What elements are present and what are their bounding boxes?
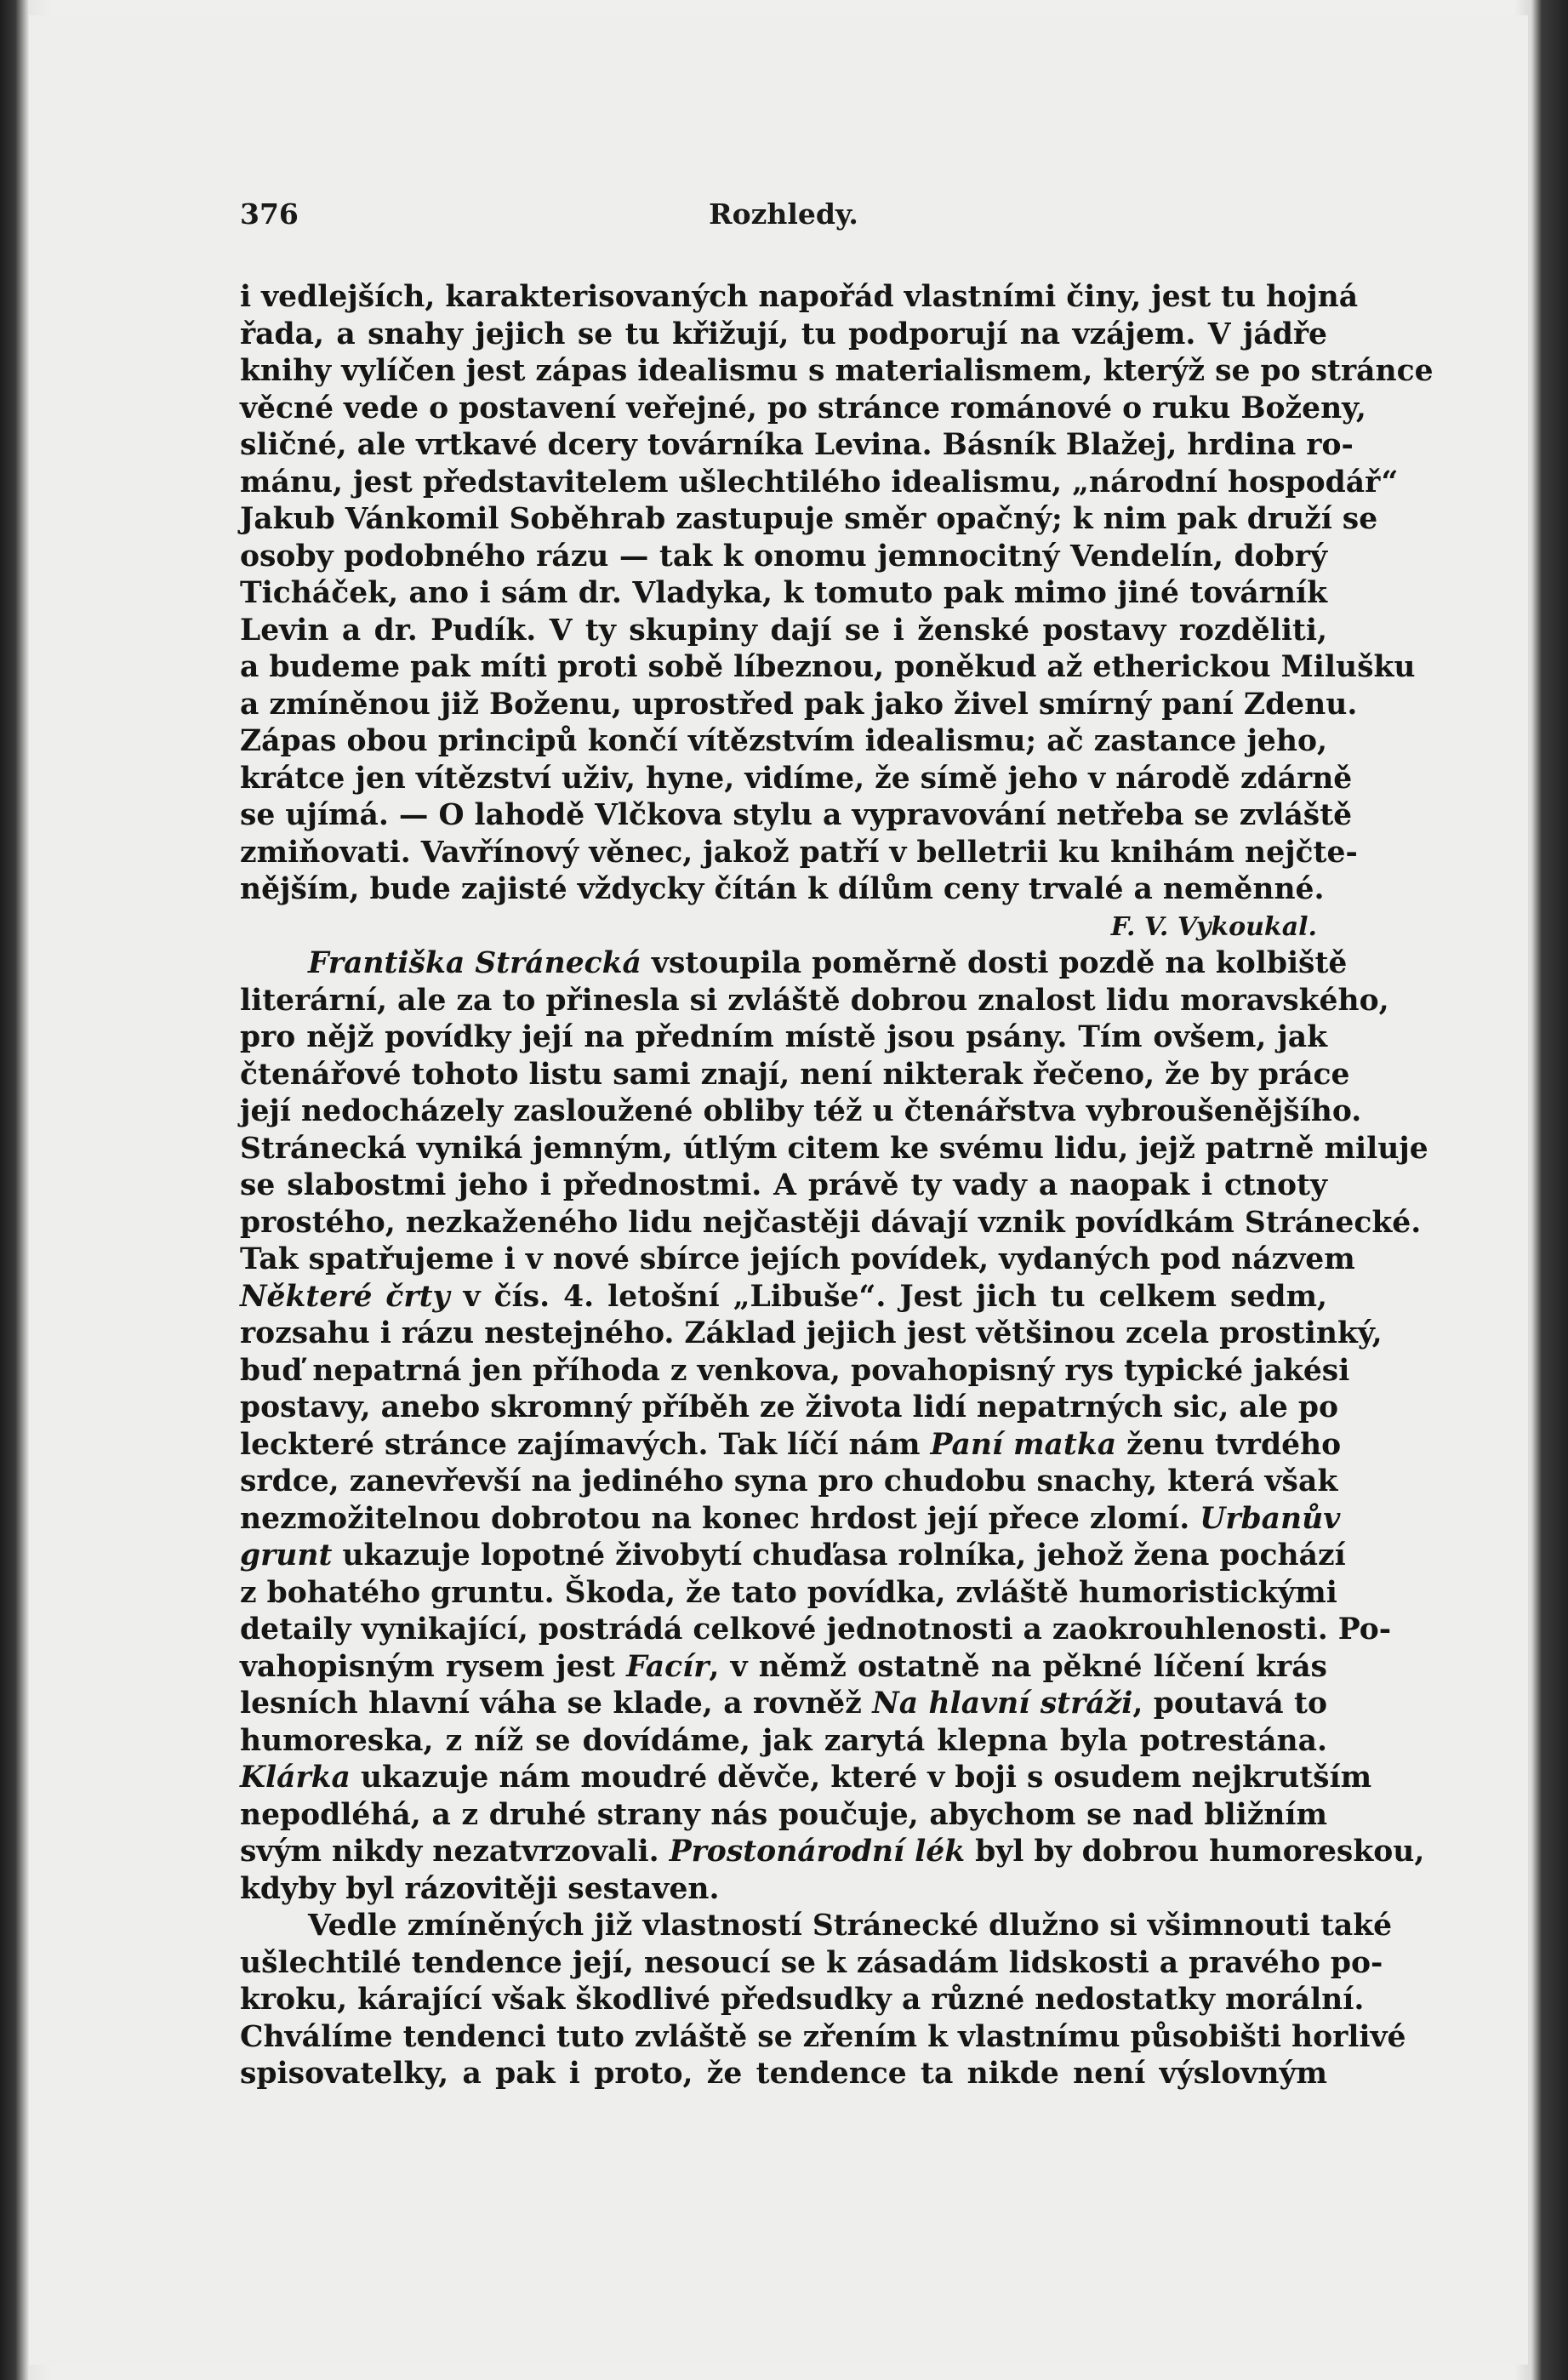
text-run: vahopisným rysem jest — [240, 1649, 627, 1684]
italic-title: Paní matka — [930, 1427, 1117, 1462]
text-line: i vedlejších, karakterisovaných napořád vlastními činy, jest tu hojná — [240, 280, 1359, 314]
italic-title: grunt — [240, 1538, 333, 1572]
text-line: čtenářové tohoto listu sami znají, není nikterak řečeno, že by práce — [240, 1057, 1350, 1092]
italic-title: Františka Stránecká — [308, 946, 641, 980]
text-line: Stránecká vyniká jemným, útlým citem ke svému lidu, jejž patrně miluje — [240, 1131, 1428, 1166]
italic-title: Urbanův — [1200, 1501, 1341, 1536]
text-run: v čís. 4. letošní „Libuše“. Jest jich tu celkem sedm, — [449, 1279, 1328, 1314]
text-line: buď nepatrná jen příhoda z venkova, povahopisný rys typické jakési — [240, 1353, 1350, 1388]
text-line: mánu, jest představitelem ušlechtilého idealismu, „národní hospodář“ — [240, 465, 1399, 499]
text-line — [240, 1279, 1327, 1316]
text-line — [240, 1760, 1372, 1797]
text-run: byl by dobrou humoreskou, — [965, 1835, 1425, 1869]
text-line: Vedle zmíněných již vlastností Stránecké dlužno si všimnouti také — [308, 1909, 1393, 1943]
text-line: rozsahu i rázu nestejného. Základ jejich jest většinou zcela prostinký, — [240, 1316, 1383, 1350]
text-line: osoby podobného rázu — tak k onomu jemnocitný Vendelín, dobrý — [240, 539, 1327, 574]
text-run: ukazuje nám moudré děvče, které v boji s osudem nejkrutším — [350, 1761, 1372, 1795]
text-line: kdyby byl rázovitěji sestaven. — [240, 1871, 720, 1906]
text-line: a budeme pak míti proti sobě líbeznou, poněkud až etherickou Milušku — [240, 650, 1416, 684]
text-line — [240, 1834, 1425, 1871]
text-line: se ujímá. — O lahodě Vlčkova stylu a vypravování netřeba se zvláště — [240, 798, 1353, 832]
text-line: F. V. Vykoukal. — [1110, 911, 1317, 942]
text-line: Ticháček, ano i sám dr. Vladyka, k tomuto pak mimo jiné továrník — [240, 576, 1327, 610]
italic-title: Prostonárodní lék — [669, 1835, 966, 1869]
text-line: prostého, nezkaženého lidu nejčastěji dávají vznik povídkám Stránecké. — [240, 1205, 1422, 1240]
text-line: z bohatého gruntu. Škoda, že tato povídka, zvláště humoristickými — [240, 1575, 1337, 1610]
italic-title: Některé črty — [240, 1279, 450, 1314]
text-line: sličné, ale vrtkavé dcery továrníka Levina. Básník Blažej, hrdina ro- — [240, 428, 1354, 462]
text-run: ženu tvrdého — [1116, 1427, 1342, 1462]
text-run: lesních hlavní váha se klade, a rovněž — [240, 1687, 873, 1721]
text-line: a zmíněnou již Boženu, uprostřed pak jako živel smírný paní Zdenu. — [240, 687, 1358, 722]
text-line: řada, a snahy jejich se tu křižují, tu podporují na vzájem. V jádře — [240, 317, 1327, 351]
text-run: ukazuje lopotné živobytí chuďasa rolníka, jehož žena pochází — [332, 1538, 1346, 1572]
text-line — [240, 1686, 1327, 1723]
text-line: Tak spatřujeme i v nové sbírce jejích povídek, vydaných pod názvem — [240, 1242, 1355, 1276]
text-line: Jakub Vánkomil Soběhrab zastupuje směr opačný; k nim pak druží se — [240, 502, 1378, 536]
text-line: detaily vynikající, postrádá celkové jednotnosti a zaokrouhlenosti. Po- — [240, 1612, 1392, 1647]
text-line: srdce, zanevřevší na jediného syna pro chudobu snachy, která však — [240, 1464, 1338, 1498]
italic-title: Na hlavní stráži — [872, 1687, 1133, 1721]
text-line: literární, ale za to přinesla si zvláště dobrou znalost lidu moravského, — [240, 983, 1389, 1018]
text-line: se slabostmi jeho i přednostmi. A právě ty vady a naopak i ctnoty — [240, 1168, 1327, 1202]
text-run: nezmožitelnou dobrotou na konec hrdost její přece zlomí. — [240, 1501, 1200, 1536]
text-line: humoreska, z níž se dovídáme, jak zarytá klepna byla potrestána. — [240, 1723, 1327, 1758]
text-line: knihy vylíčen jest zápas idealismu s materialismem, kterýž se po stránce — [240, 354, 1434, 388]
text-run: , v němž ostatně na pěkné líčení krás — [709, 1649, 1327, 1684]
text-run: leckteré stránce zajímavých. Tak líčí nám — [240, 1427, 931, 1462]
text-line: spisovatelky, a pak i proto, že tendence ta nikde není výslovným — [240, 2057, 1327, 2091]
page-number: 376 — [240, 197, 299, 231]
text-line: kroku, kárající však škodlivé předsudky a různé nedostatky morální. — [240, 1983, 1365, 2017]
running-title: Rozhledy. — [709, 197, 858, 231]
text-line: nepodléhá, a z druhé strany nás poučuje, abychom se nad bližním — [240, 1797, 1327, 1832]
text-line: ušlechtilé tendence její, nesoucí se k zásadám lidskosti a pravého po- — [240, 1945, 1383, 1980]
text-line: pro nějž povídky její na předním místě jsou psány. Tím ovšem, jak — [240, 1020, 1327, 1054]
text-line: Zápas obou principů končí vítězstvím idealismu; ač zastance jeho, — [240, 724, 1327, 758]
text-line — [240, 1538, 1346, 1575]
text-line: nějším, bude zajisté vždycky čítán k dílům ceny trvalé a neměnné. — [240, 872, 1325, 906]
text-line: zmiňovati. Vavřínový věnec, jakož patří v belletrii ku knihám nejčte- — [240, 835, 1358, 870]
body-text — [240, 279, 1434, 2093]
text-line: její nedocházely zasloužené obliby též u čtenářstva vybroušenějšího. — [240, 1094, 1362, 1128]
text-line — [240, 1427, 1342, 1464]
page-header — [240, 197, 1327, 235]
text-line: věcné vede o postavení veřejné, po stránce románové o ruku Boženy, — [240, 391, 1366, 425]
text-run: svým nikdy nezatvrzovali. — [240, 1835, 670, 1869]
text-line: krátce jen vítězství uživ, hyne, vidíme, že símě jeho v národě zdárně — [240, 761, 1353, 796]
text-line: Levin a dr. Pudík. V ty skupiny dají se i ženské postavy rozděliti, — [240, 613, 1327, 648]
text-line: Chválíme tendenci tuto zvláště se zřením k vlastnímu působišti horlivé — [240, 2019, 1406, 2054]
italic-title: Facír — [626, 1649, 710, 1684]
text-line — [240, 945, 1348, 983]
italic-title: Klárka — [240, 1761, 351, 1795]
text-line — [240, 1501, 1341, 1538]
text-run: vstoupila poměrně dosti pozdě na kolbiště — [641, 946, 1348, 980]
text-run: , poutavá to — [1132, 1687, 1328, 1721]
text-line: postavy, anebo skromný příběh ze života lidí nepatrných sic, ale po — [240, 1390, 1338, 1424]
text-line — [240, 1649, 1327, 1687]
